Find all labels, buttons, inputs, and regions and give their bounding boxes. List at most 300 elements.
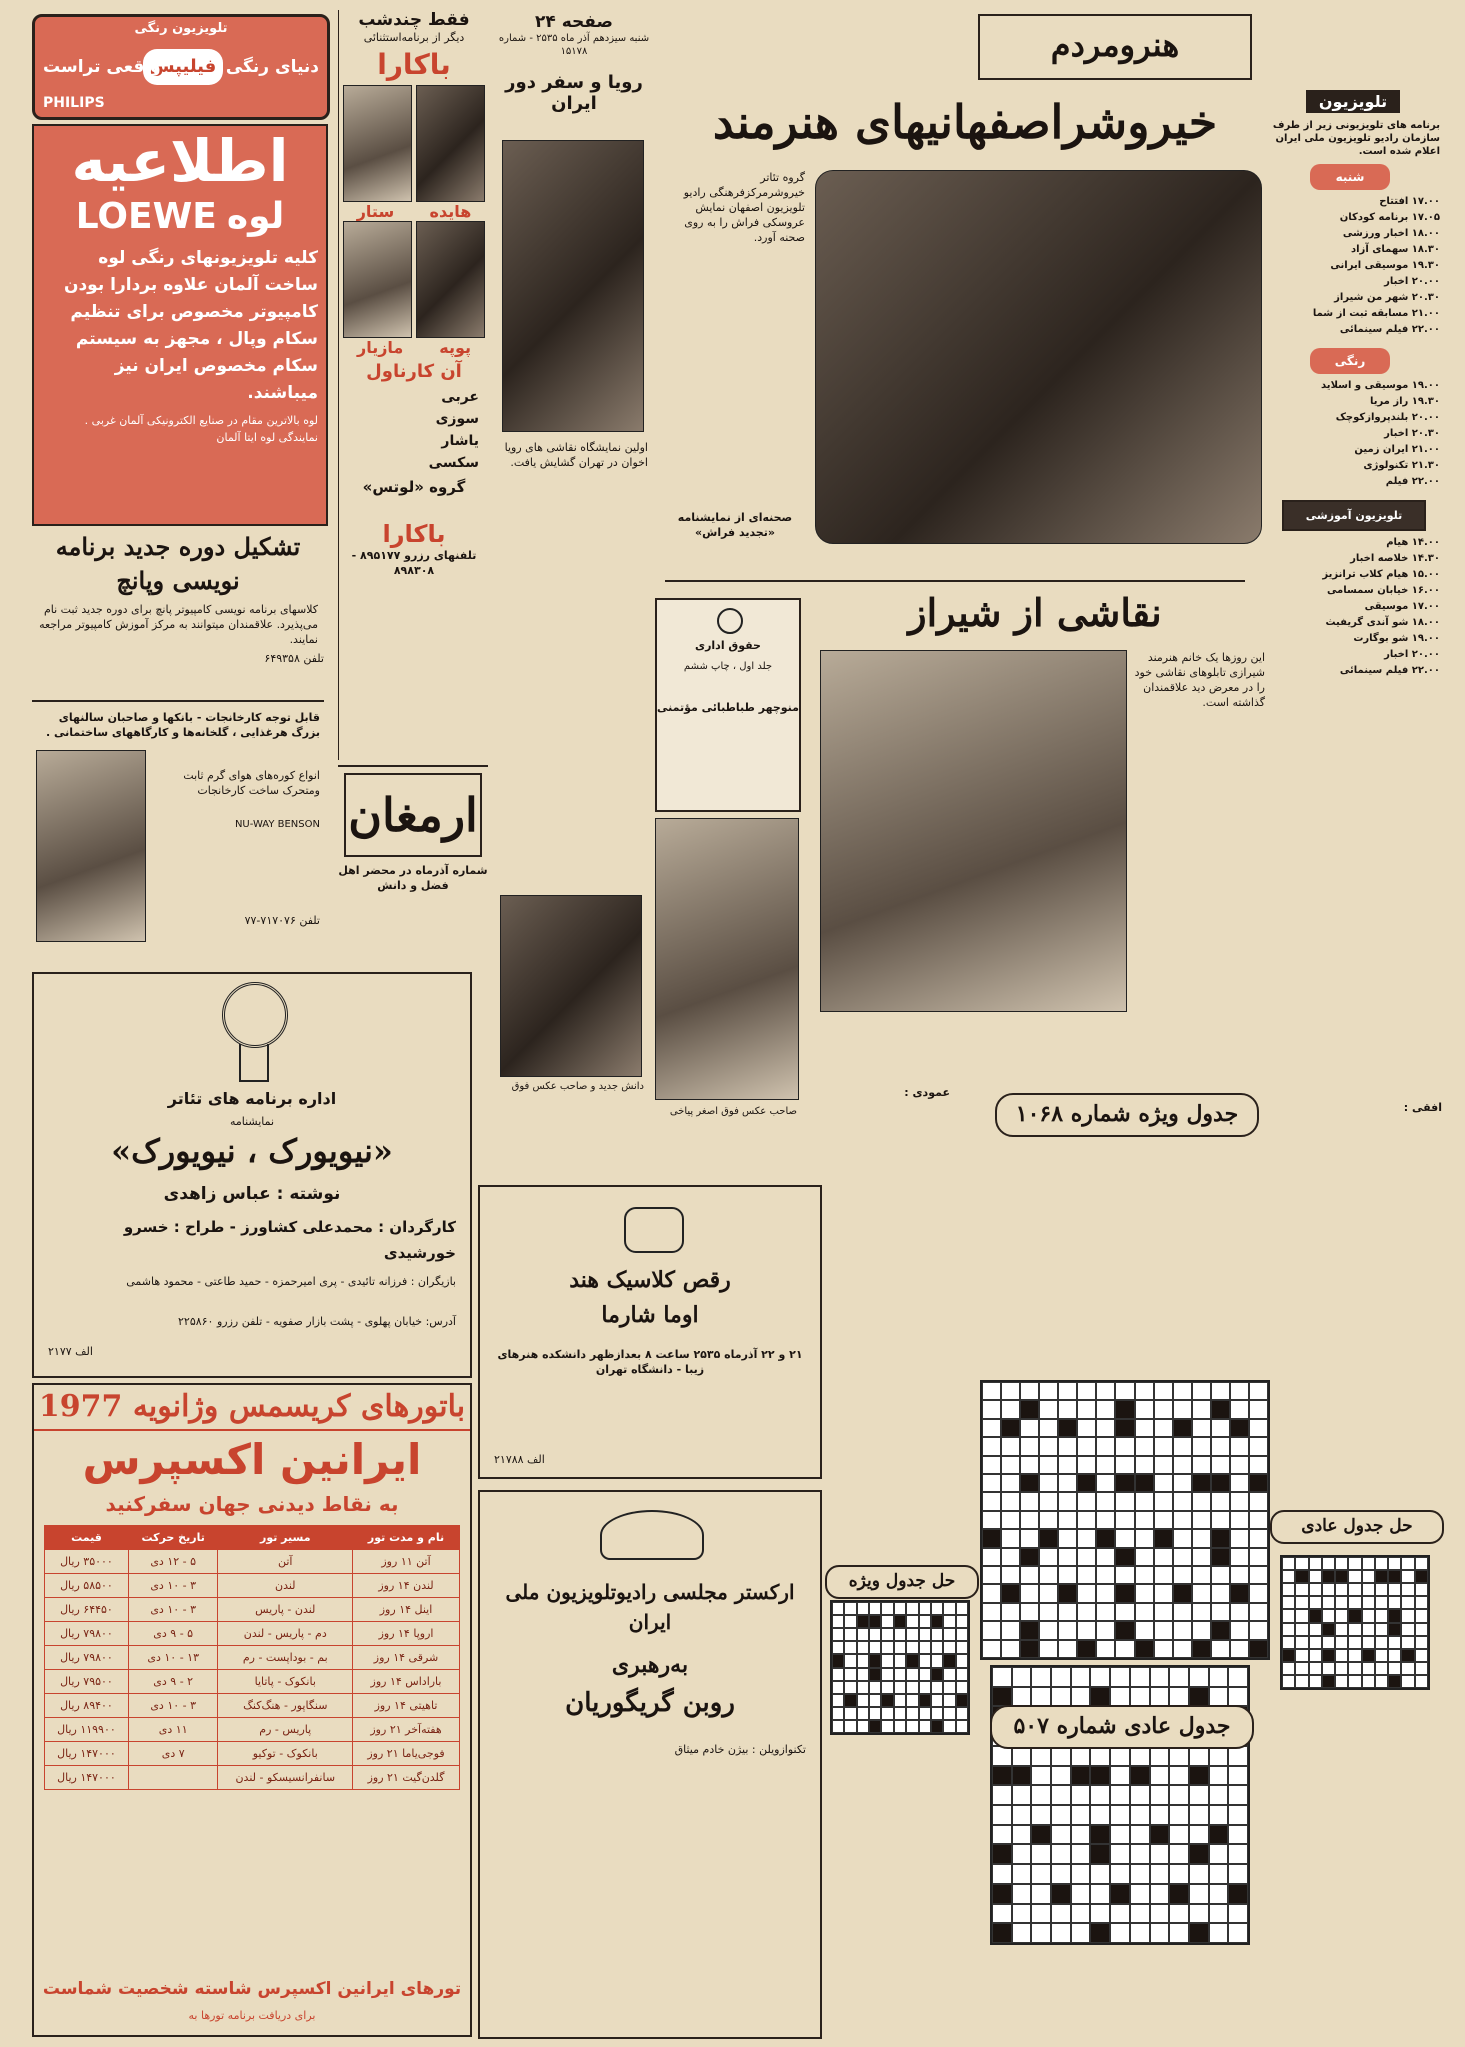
crossword-cell[interactable] [1173,1456,1192,1474]
crossword-cell[interactable] [1189,1825,1209,1845]
crossword-cell[interactable] [1209,1766,1229,1786]
crossword-cell[interactable] [1169,1805,1189,1825]
crossword-cell[interactable] [1169,1864,1189,1884]
crossword-cell[interactable] [1211,1492,1230,1510]
crossword-cell[interactable] [1154,1382,1173,1400]
crossword-cell[interactable] [1051,1805,1071,1825]
crossword-cell[interactable] [1077,1492,1096,1510]
crossword-cell[interactable] [1020,1437,1039,1455]
crossword-cell[interactable] [1249,1437,1268,1455]
crossword-cell[interactable] [1135,1603,1154,1621]
crossword-cell[interactable] [1020,1584,1039,1602]
crossword-cell[interactable] [1173,1603,1192,1621]
crossword-cell[interactable] [1020,1566,1039,1584]
crossword-cell[interactable] [1249,1584,1268,1602]
crossword-cell[interactable] [1115,1640,1134,1658]
crossword-cell[interactable] [1020,1382,1039,1400]
crossword-cell[interactable] [1150,1785,1170,1805]
crossword-cell[interactable] [1228,1864,1248,1884]
crossword-cell[interactable] [1150,1766,1170,1786]
crossword-cell[interactable] [1039,1603,1058,1621]
crossword-cell[interactable] [1192,1400,1211,1418]
crossword-cell[interactable] [1130,1805,1150,1825]
crossword-cell[interactable] [1192,1566,1211,1584]
crossword-cell[interactable] [1135,1584,1154,1602]
crossword-cell[interactable] [1051,1825,1071,1845]
crossword-cell[interactable] [1130,1923,1150,1943]
crossword-cell[interactable] [1096,1419,1115,1437]
crossword-cell[interactable] [1228,1904,1248,1924]
crossword-cell[interactable] [1154,1640,1173,1658]
crossword-cell[interactable] [1115,1529,1134,1547]
crossword-cell[interactable] [1192,1529,1211,1547]
crossword-cell[interactable] [1130,1667,1150,1687]
crossword-cell[interactable] [1189,1884,1209,1904]
crossword-cell[interactable] [1135,1400,1154,1418]
crossword-cell[interactable] [1192,1603,1211,1621]
crossword-cell[interactable] [1192,1548,1211,1566]
crossword-cell[interactable] [1090,1884,1110,1904]
crossword-cell[interactable] [1001,1548,1020,1566]
crossword-cell[interactable] [1230,1437,1249,1455]
crossword-cell[interactable] [1192,1584,1211,1602]
crossword-cell[interactable] [1154,1474,1173,1492]
crossword-cell[interactable] [1051,1864,1071,1884]
crossword-cell[interactable] [1150,1864,1170,1884]
crossword-cell[interactable] [1154,1566,1173,1584]
crossword-cell[interactable] [1031,1687,1051,1707]
crossword-cell[interactable] [1230,1382,1249,1400]
crossword-cell[interactable] [1173,1529,1192,1547]
crossword-cell[interactable] [1110,1825,1130,1845]
crossword-cell[interactable] [1169,1667,1189,1687]
crossword-cell[interactable] [1077,1603,1096,1621]
crossword-cell[interactable] [1150,1923,1170,1943]
crossword-cell[interactable] [1209,1864,1229,1884]
crossword-cell[interactable] [1051,1923,1071,1943]
crossword-cell[interactable] [1110,1923,1130,1943]
crossword-cell[interactable] [1228,1844,1248,1864]
crossword-cell[interactable] [1150,1667,1170,1687]
crossword-cell[interactable] [1192,1437,1211,1455]
crossword-cell[interactable] [992,1825,1012,1845]
crossword-cell[interactable] [1051,1766,1071,1786]
crossword-cell[interactable] [1031,1844,1051,1864]
crossword-cell[interactable] [1228,1687,1248,1707]
crossword-cell[interactable] [1228,1825,1248,1845]
crossword-cell[interactable] [1039,1437,1058,1455]
crossword-cell[interactable] [992,1785,1012,1805]
crossword-cell[interactable] [1169,1825,1189,1845]
crossword-cell[interactable] [1071,1687,1091,1707]
crossword-cell[interactable] [1173,1474,1192,1492]
crossword-cell[interactable] [1031,1785,1051,1805]
crossword-cell[interactable] [1012,1825,1032,1845]
crossword-cell[interactable] [1051,1904,1071,1924]
crossword-cell[interactable] [1169,1904,1189,1924]
crossword-cell[interactable] [1115,1603,1134,1621]
crossword-cell[interactable] [1115,1437,1134,1455]
crossword-cell[interactable] [1058,1640,1077,1658]
crossword-cell[interactable] [1209,1884,1229,1904]
crossword-cell[interactable] [1012,1687,1032,1707]
crossword-cell[interactable] [1249,1566,1268,1584]
crossword-cell[interactable] [1051,1785,1071,1805]
crossword-cell[interactable] [1189,1904,1209,1924]
crossword-cell[interactable] [1096,1621,1115,1639]
crossword-cell[interactable] [1071,1844,1091,1864]
crossword-cell[interactable] [1192,1511,1211,1529]
crossword-cell[interactable] [1051,1687,1071,1707]
crossword-cell[interactable] [1230,1400,1249,1418]
crossword-cell[interactable] [982,1566,1001,1584]
crossword-cell[interactable] [1150,1884,1170,1904]
crossword-cell[interactable] [1058,1437,1077,1455]
crossword-cell[interactable] [1071,1667,1091,1687]
crossword-cell[interactable] [1192,1492,1211,1510]
crossword-cell[interactable] [1230,1456,1249,1474]
crossword-cell[interactable] [1012,1805,1032,1825]
crossword-cell[interactable] [1096,1474,1115,1492]
crossword-cell[interactable] [1001,1456,1020,1474]
crossword-cell[interactable] [1209,1805,1229,1825]
crossword-cell[interactable] [1189,1667,1209,1687]
crossword-cell[interactable] [1058,1548,1077,1566]
crossword-cell[interactable] [1058,1400,1077,1418]
crossword-cell[interactable] [982,1511,1001,1529]
crossword-cell[interactable] [1058,1492,1077,1510]
crossword-cell[interactable] [1110,1904,1130,1924]
crossword-cell[interactable] [1249,1529,1268,1547]
crossword-cell[interactable] [1173,1548,1192,1566]
crossword-cell[interactable] [1110,1667,1130,1687]
crossword-cell[interactable] [1058,1511,1077,1529]
crossword-cell[interactable] [1096,1382,1115,1400]
crossword-cell[interactable] [1020,1529,1039,1547]
crossword-cell[interactable] [1230,1492,1249,1510]
crossword-cell[interactable] [1135,1621,1154,1639]
crossword-cell[interactable] [1135,1437,1154,1455]
crossword-cell[interactable] [1001,1529,1020,1547]
crossword-cell[interactable] [1135,1548,1154,1566]
crossword-cell[interactable] [1173,1492,1192,1510]
crossword-cell[interactable] [1115,1492,1134,1510]
crossword-cell[interactable] [1031,1805,1051,1825]
crossword-cell[interactable] [1001,1621,1020,1639]
crossword-cell[interactable] [1039,1382,1058,1400]
crossword-cell[interactable] [1039,1621,1058,1639]
crossword-cell[interactable] [1071,1904,1091,1924]
crossword-cell[interactable] [1230,1511,1249,1529]
crossword-cell[interactable] [1012,1844,1032,1864]
crossword-cell[interactable] [1209,1785,1229,1805]
crossword-cell[interactable] [1135,1492,1154,1510]
crossword-cell[interactable] [1039,1548,1058,1566]
crossword-cell[interactable] [1110,1805,1130,1825]
crossword-cell[interactable] [1169,1687,1189,1707]
crossword-cell[interactable] [1012,1884,1032,1904]
crossword-cell[interactable] [1071,1805,1091,1825]
crossword-cell[interactable] [982,1584,1001,1602]
crossword-cell[interactable] [1031,1923,1051,1943]
crossword-cell[interactable] [1020,1456,1039,1474]
crossword-cell[interactable] [1077,1511,1096,1529]
crossword-cell[interactable] [1012,1667,1032,1687]
crossword-cell[interactable] [1039,1511,1058,1529]
crossword-cell[interactable] [1110,1864,1130,1884]
crossword-cell[interactable] [1249,1603,1268,1621]
crossword-cell[interactable] [1051,1844,1071,1864]
crossword-cell[interactable] [1192,1456,1211,1474]
crossword-cell[interactable] [1154,1603,1173,1621]
crossword-cell[interactable] [1192,1382,1211,1400]
crossword-cell[interactable] [1230,1474,1249,1492]
crossword-cell[interactable] [1249,1382,1268,1400]
crossword-cell[interactable] [982,1548,1001,1566]
crossword-cell[interactable] [1209,1923,1229,1943]
crossword-cell[interactable] [1110,1687,1130,1707]
crossword-cell[interactable] [1150,1904,1170,1924]
crossword-cell[interactable] [1130,1904,1150,1924]
crossword-cell[interactable] [1001,1640,1020,1658]
crossword-cell[interactable] [1169,1766,1189,1786]
crossword-cell[interactable] [982,1492,1001,1510]
crossword-cell[interactable] [1169,1844,1189,1864]
crossword-cell[interactable] [1173,1511,1192,1529]
crossword-cell[interactable] [1135,1382,1154,1400]
crossword-cell[interactable] [1150,1844,1170,1864]
crossword-cell[interactable] [982,1382,1001,1400]
crossword-cell[interactable] [1169,1923,1189,1943]
crossword-cell[interactable] [1135,1529,1154,1547]
crossword-cell[interactable] [982,1603,1001,1621]
crossword-cell[interactable] [1012,1785,1032,1805]
crossword-cell[interactable] [1209,1687,1229,1707]
crossword-cell[interactable] [1071,1884,1091,1904]
crossword-cell[interactable] [1249,1456,1268,1474]
crossword-cell[interactable] [1058,1529,1077,1547]
crossword-cell[interactable] [1209,1844,1229,1864]
crossword-cell[interactable] [1039,1419,1058,1437]
crossword-cell[interactable] [1077,1382,1096,1400]
crossword-cell[interactable] [1001,1603,1020,1621]
crossword-cell[interactable] [1154,1492,1173,1510]
crossword-cell[interactable] [1020,1419,1039,1437]
crossword-cell[interactable] [1090,1785,1110,1805]
crossword-cell[interactable] [1031,1884,1051,1904]
crossword-cell[interactable] [1096,1437,1115,1455]
crossword-cell[interactable] [1135,1456,1154,1474]
crossword-cell[interactable] [1230,1529,1249,1547]
crossword-cell[interactable] [1096,1456,1115,1474]
crossword-cell[interactable] [1001,1382,1020,1400]
crossword-cell[interactable] [1154,1456,1173,1474]
crossword-cell[interactable] [1020,1492,1039,1510]
crossword-cell[interactable] [1039,1584,1058,1602]
crossword-cell[interactable] [1192,1419,1211,1437]
crossword-cell[interactable] [1077,1456,1096,1474]
crossword-cell[interactable] [1154,1548,1173,1566]
crossword-cell[interactable] [992,1667,1012,1687]
crossword-cell[interactable] [982,1419,1001,1437]
crossword-cell[interactable] [1211,1566,1230,1584]
crossword-cell[interactable] [1130,1785,1150,1805]
crossword-cell[interactable] [1071,1825,1091,1845]
crossword-cell[interactable] [1096,1640,1115,1658]
crossword-cell[interactable] [1115,1511,1134,1529]
crossword-cell[interactable] [1001,1437,1020,1455]
crossword-cell[interactable] [1211,1603,1230,1621]
crossword-cell[interactable] [1058,1621,1077,1639]
crossword-cell[interactable] [1130,1884,1150,1904]
crossword-cell[interactable] [1230,1566,1249,1584]
crossword-cell[interactable] [1228,1766,1248,1786]
crossword-cell[interactable] [1189,1785,1209,1805]
crossword-cell[interactable] [1110,1844,1130,1864]
crossword-cell[interactable] [1110,1785,1130,1805]
crossword-cell[interactable] [982,1621,1001,1639]
crossword-cell[interactable] [1115,1566,1134,1584]
crossword-cell[interactable] [1189,1805,1209,1825]
crossword-cell[interactable] [1154,1511,1173,1529]
crossword-cell[interactable] [1090,1805,1110,1825]
crossword-cell[interactable] [1130,1864,1150,1884]
crossword-cell[interactable] [1230,1621,1249,1639]
crossword-cell[interactable] [1154,1621,1173,1639]
crossword-cell[interactable] [992,1805,1012,1825]
crossword-cell[interactable] [1173,1640,1192,1658]
crossword-cell[interactable] [1001,1492,1020,1510]
crossword-cell[interactable] [1090,1904,1110,1924]
crossword-cell[interactable] [1230,1640,1249,1658]
crossword-cell[interactable] [1077,1419,1096,1437]
crossword-cell[interactable] [1130,1687,1150,1707]
crossword-cell[interactable] [1031,1904,1051,1924]
crossword-cell[interactable] [1211,1437,1230,1455]
crossword-cell[interactable] [1096,1492,1115,1510]
crossword-cell[interactable] [1211,1640,1230,1658]
crossword-cell[interactable] [1077,1548,1096,1566]
crossword-cell[interactable] [1058,1566,1077,1584]
puzzle1-grid[interactable] [980,1380,1270,1660]
crossword-cell[interactable] [1154,1400,1173,1418]
crossword-cell[interactable] [1209,1667,1229,1687]
crossword-cell[interactable] [1090,1667,1110,1687]
crossword-cell[interactable] [1228,1785,1248,1805]
crossword-cell[interactable] [1039,1492,1058,1510]
crossword-cell[interactable] [1211,1382,1230,1400]
crossword-cell[interactable] [1096,1400,1115,1418]
crossword-cell[interactable] [1020,1603,1039,1621]
crossword-cell[interactable] [1211,1584,1230,1602]
crossword-cell[interactable] [1154,1437,1173,1455]
crossword-cell[interactable] [1249,1400,1268,1418]
crossword-cell[interactable] [992,1864,1012,1884]
crossword-cell[interactable] [1228,1923,1248,1943]
crossword-cell[interactable] [1031,1864,1051,1884]
crossword-cell[interactable] [1001,1566,1020,1584]
crossword-cell[interactable] [1173,1621,1192,1639]
crossword-cell[interactable] [1228,1805,1248,1825]
crossword-cell[interactable] [1150,1687,1170,1707]
crossword-cell[interactable] [1096,1584,1115,1602]
crossword-cell[interactable] [1173,1566,1192,1584]
crossword-cell[interactable] [1071,1785,1091,1805]
crossword-cell[interactable] [1020,1511,1039,1529]
crossword-cell[interactable] [1173,1437,1192,1455]
crossword-cell[interactable] [1249,1492,1268,1510]
crossword-cell[interactable] [1169,1785,1189,1805]
crossword-cell[interactable] [982,1474,1001,1492]
crossword-cell[interactable] [1130,1844,1150,1864]
crossword-cell[interactable] [1058,1456,1077,1474]
crossword-cell[interactable] [1077,1566,1096,1584]
crossword-cell[interactable] [1039,1456,1058,1474]
crossword-cell[interactable] [1001,1400,1020,1418]
crossword-cell[interactable] [1249,1548,1268,1566]
crossword-cell[interactable] [1096,1603,1115,1621]
crossword-cell[interactable] [1173,1382,1192,1400]
crossword-cell[interactable] [1039,1640,1058,1658]
crossword-cell[interactable] [1012,1923,1032,1943]
crossword-cell[interactable] [1012,1904,1032,1924]
crossword-cell[interactable] [1096,1548,1115,1566]
crossword-cell[interactable] [982,1437,1001,1455]
crossword-cell[interactable] [1039,1400,1058,1418]
crossword-cell[interactable] [1135,1566,1154,1584]
crossword-cell[interactable] [1001,1511,1020,1529]
crossword-cell[interactable] [1077,1400,1096,1418]
crossword-cell[interactable] [1077,1529,1096,1547]
crossword-cell[interactable] [1230,1548,1249,1566]
crossword-cell[interactable] [982,1456,1001,1474]
crossword-cell[interactable] [1077,1621,1096,1639]
crossword-cell[interactable] [1189,1864,1209,1884]
crossword-cell[interactable] [1039,1474,1058,1492]
crossword-cell[interactable] [1211,1511,1230,1529]
crossword-cell[interactable] [1228,1667,1248,1687]
crossword-cell[interactable] [1012,1864,1032,1884]
crossword-cell[interactable] [1001,1474,1020,1492]
crossword-cell[interactable] [1058,1603,1077,1621]
crossword-cell[interactable] [1115,1456,1134,1474]
crossword-cell[interactable] [1249,1621,1268,1639]
crossword-cell[interactable] [1039,1566,1058,1584]
crossword-cell[interactable] [1051,1667,1071,1687]
crossword-cell[interactable] [1154,1419,1173,1437]
crossword-cell[interactable] [1115,1382,1134,1400]
crossword-cell[interactable] [1154,1584,1173,1602]
crossword-cell[interactable] [1096,1566,1115,1584]
crossword-cell[interactable] [1192,1621,1211,1639]
crossword-cell[interactable] [1209,1904,1229,1924]
crossword-cell[interactable] [1110,1766,1130,1786]
crossword-cell[interactable] [1135,1419,1154,1437]
crossword-cell[interactable] [1090,1864,1110,1884]
crossword-cell[interactable] [1071,1923,1091,1943]
crossword-cell[interactable] [1077,1437,1096,1455]
crossword-cell[interactable] [1058,1474,1077,1492]
crossword-cell[interactable] [1096,1511,1115,1529]
crossword-cell[interactable] [1211,1456,1230,1474]
crossword-cell[interactable] [1173,1400,1192,1418]
crossword-cell[interactable] [1031,1766,1051,1786]
crossword-cell[interactable] [1211,1419,1230,1437]
crossword-cell[interactable] [982,1400,1001,1418]
crossword-cell[interactable] [992,1904,1012,1924]
crossword-cell[interactable] [1058,1382,1077,1400]
crossword-cell[interactable] [1230,1603,1249,1621]
